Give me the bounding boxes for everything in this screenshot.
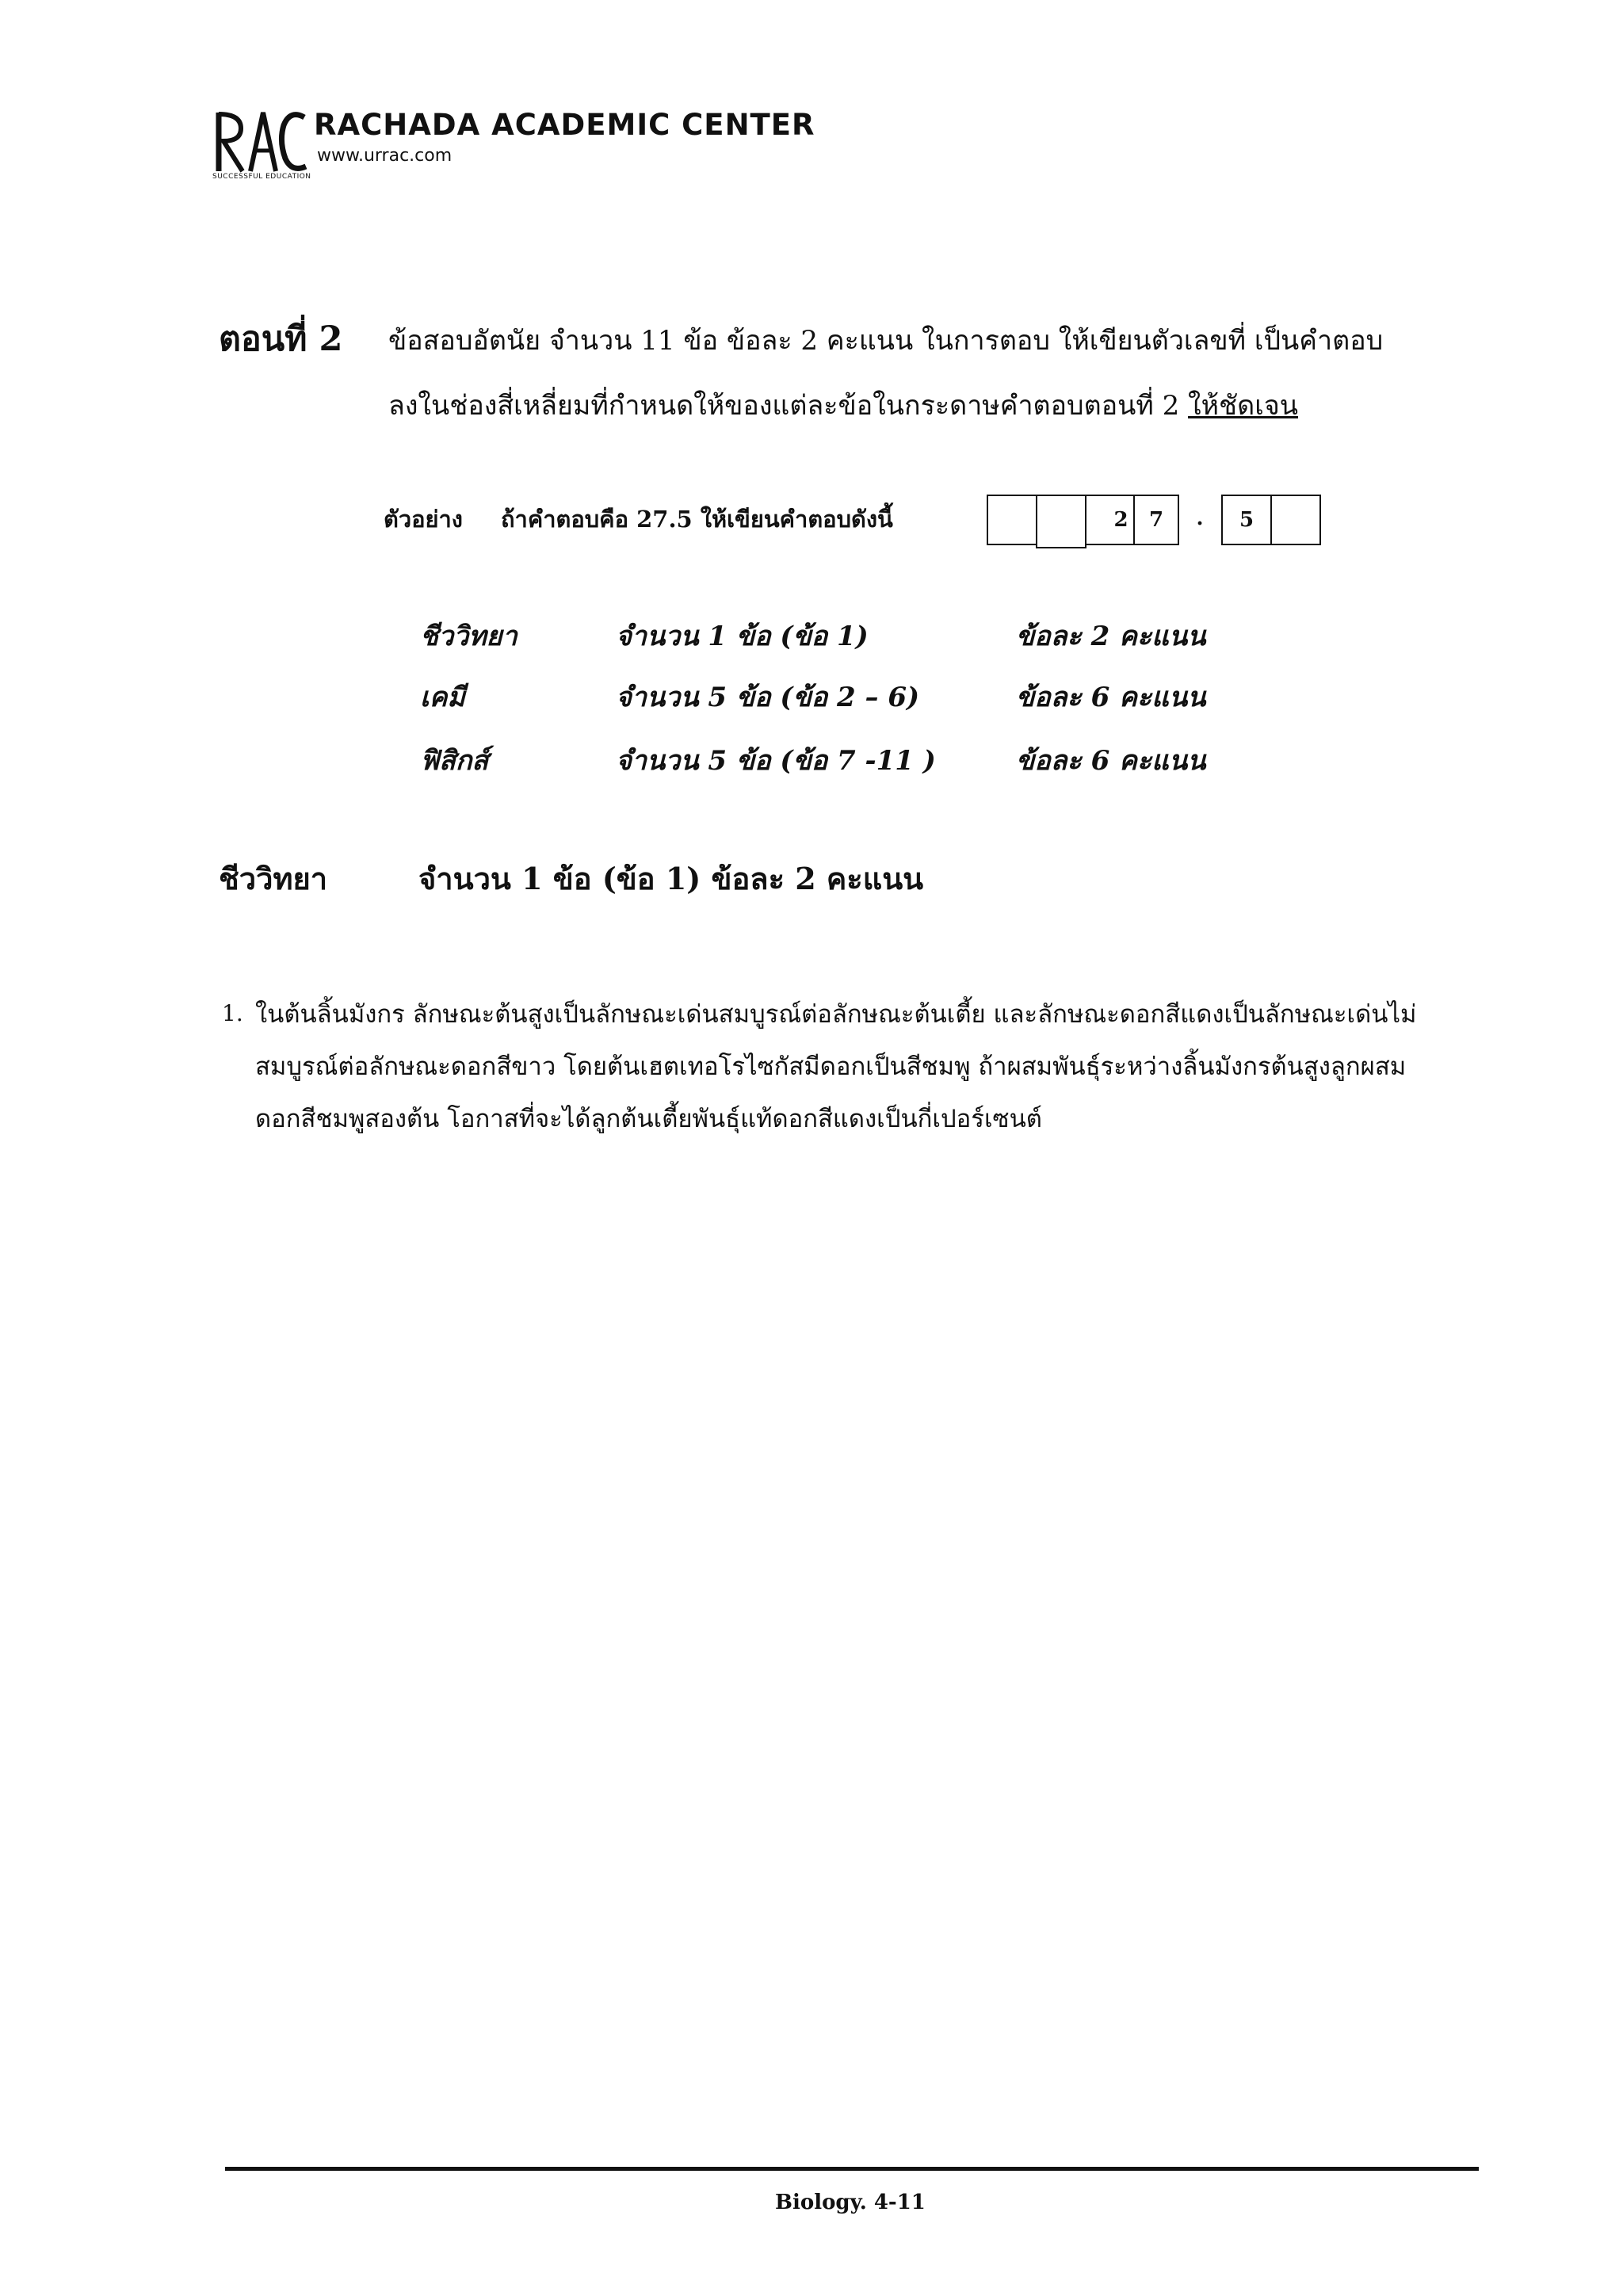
footer-divider — [225, 2167, 1479, 2171]
answer-box: 5 — [1221, 495, 1272, 545]
section-label: ตอนที่ 2 — [219, 319, 343, 359]
summary-count: จำนวน 1 ข้อ (ข้อ 1) — [616, 621, 869, 652]
question-number: 1. — [222, 1000, 243, 1026]
organization-website: www.urrac.com — [317, 146, 453, 166]
summary-subject: ฟิสิกส์ — [420, 745, 489, 777]
answer-box: 2 — [1085, 495, 1135, 545]
question-text-line: ในต้นลิ้นมังกร ลักษณะต้นสูงเป็นลักษณะเด่นสมบูรณ์ต่อลักษณะต้นเตี้ย และลักษณะดอกสีแดงเป็นลักษณะเด่นไม่ — [255, 1000, 1417, 1029]
organization-name: RACHADA ACADEMIC CENTER — [314, 108, 815, 142]
summary-subject: ชีววิทยา — [420, 621, 517, 652]
biology-heading: ชีววิทยา — [219, 861, 328, 896]
answer-box — [987, 495, 1037, 545]
question-text-line: ดอกสีชมพูสองต้น โอกาสที่จะได้ลูกต้นเตี้ยพันธุ์แท้ดอกสีแดงเป็นกี่เปอร์เซนต์ — [255, 1105, 1042, 1133]
summary-count: จำนวน 5 ข้อ (ข้อ 7 -11 ) — [616, 745, 936, 777]
example-text: ถ้าคำตอบคือ 27.5 ให้เขียนคำตอบดังนี้ — [501, 506, 893, 533]
summary-points: ข้อละ 2 คะแนน — [1016, 621, 1206, 652]
summary-subject: เคมี — [420, 682, 465, 713]
answer-box: 7 — [1133, 495, 1179, 545]
summary-count: จำนวน 5 ข้อ (ข้อ 2 – 6) — [616, 682, 920, 713]
instruction-underlined-text: ให้ชัดเจน — [1188, 390, 1299, 422]
example-label: ตัวอย่าง — [384, 506, 463, 533]
biology-heading-detail: จำนวน 1 ข้อ (ข้อ 1) ข้อละ 2 คะแนน — [418, 861, 924, 896]
instruction-line-1: ข้อสอบอัตนัย จำนวน 11 ข้อ ข้อละ 2 คะแนน ในการตอบ ให้เขียนตัวเลขที่ เป็นคำตอบ — [388, 325, 1384, 357]
instruction-line-2-text: ลงในช่องสี่เหลี่ยมที่กำหนดให้ของแต่ละข้อในกระดาษคำตอบตอนที่ 2 — [388, 390, 1189, 422]
answer-decimal-point: . — [1196, 506, 1204, 530]
summary-points: ข้อละ 6 คะแนน — [1016, 745, 1206, 777]
summary-points: ข้อละ 6 คะแนน — [1016, 682, 1206, 713]
page-footer-label: Biology. 4-11 — [775, 2191, 926, 2214]
rac-logo-icon — [214, 109, 307, 174]
instruction-line-2 — [388, 384, 1298, 426]
answer-box — [1036, 495, 1086, 548]
logo-tagline: SUCCESSFUL EDUCATION — [212, 173, 311, 181]
question-text-line: สมบูรณ์ต่อลักษณะดอกสีขาว โดยต้นเฮตเทอโรไซกัสมีดอกเป็นสีชมพู ถ้าผสมพันธุ์ระหว่างลิ้นมังกรต้นสูงลูกผสม — [255, 1052, 1407, 1081]
answer-box — [1270, 495, 1321, 545]
